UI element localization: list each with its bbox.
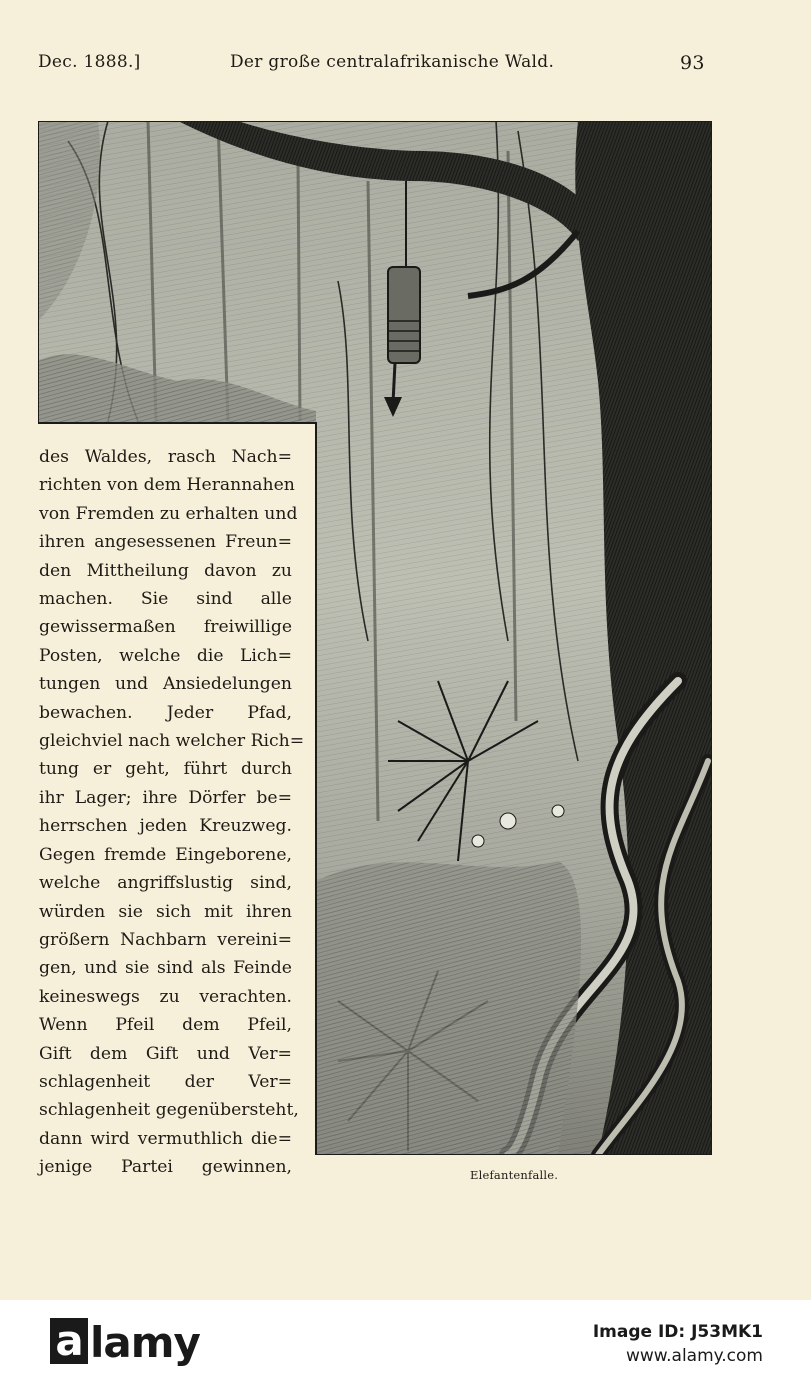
text-word: jenige xyxy=(39,1157,93,1178)
text-word: ihre xyxy=(142,787,178,808)
text-word: gewinnen, xyxy=(201,1157,292,1178)
text-word: er xyxy=(92,759,112,780)
text-word: keineswegs xyxy=(39,986,140,1007)
text-line xyxy=(39,954,292,982)
text-line xyxy=(39,1125,292,1153)
text-word: des xyxy=(39,447,69,467)
text-line xyxy=(39,898,292,926)
text-word: jeden xyxy=(139,816,188,837)
text-word: Waldes, xyxy=(84,447,153,467)
text-word: sind, xyxy=(250,873,292,894)
text-word: führt xyxy=(183,759,228,780)
text-word: fremde xyxy=(104,844,167,865)
text-word: Pfeil, xyxy=(247,1015,292,1036)
text-line xyxy=(39,812,292,840)
running-head-title: Der große centralafrikanische Wald. xyxy=(230,52,555,72)
text-word: sie xyxy=(124,958,150,979)
text-word: Eingeborene, xyxy=(175,844,292,865)
text-word: Nachbarn xyxy=(120,929,207,950)
text-word: und xyxy=(115,674,149,695)
text-word: gewissermaßen xyxy=(39,617,176,638)
text-word: Sie xyxy=(140,589,169,610)
text-word: sind xyxy=(157,958,194,979)
text-word: Gift xyxy=(145,1043,179,1064)
text-word: Freun= xyxy=(225,532,292,553)
text-word: machen. xyxy=(39,589,113,610)
text-line xyxy=(39,755,292,783)
text-line xyxy=(39,642,292,670)
text-word: angriffslustig xyxy=(117,873,234,894)
text-word: zu xyxy=(271,560,292,581)
watermark-url: www.alamy.com xyxy=(625,1346,763,1366)
text-word: Ansiedelungen xyxy=(162,674,292,695)
text-word: sie xyxy=(118,901,143,922)
text-word: dann xyxy=(39,1128,83,1149)
text-line xyxy=(39,1068,292,1096)
text-word: Ver= xyxy=(248,1043,292,1064)
text-word: rasch xyxy=(167,447,216,467)
text-word: Nach= xyxy=(231,447,292,467)
text-line xyxy=(39,500,298,528)
text-word: Pfeil xyxy=(115,1015,155,1036)
text-word: richten von dem Herannahen xyxy=(39,475,295,496)
text-word: angesessenen xyxy=(94,532,216,553)
text-word: wird xyxy=(90,1128,130,1149)
text-word: als xyxy=(200,958,226,979)
text-line xyxy=(39,613,292,641)
text-line xyxy=(39,841,292,869)
text-word: Wenn xyxy=(39,1015,88,1036)
text-line xyxy=(39,1040,292,1068)
text-word: dem xyxy=(182,1015,220,1036)
text-word: Ver= xyxy=(248,1071,292,1092)
text-word: ihr xyxy=(39,787,64,808)
text-word: Gift xyxy=(39,1043,72,1064)
text-word: der xyxy=(184,1071,214,1092)
figure-caption: Elefantenfalle. xyxy=(470,1168,559,1182)
text-word: gleichviel nach welcher Rich= xyxy=(39,731,305,752)
text-word: ihren xyxy=(39,532,86,553)
text-line xyxy=(39,784,292,812)
text-line xyxy=(39,926,292,954)
text-word: die= xyxy=(250,1128,292,1149)
text-line xyxy=(39,557,292,585)
text-word: vereini= xyxy=(217,929,292,950)
text-word: davon xyxy=(204,560,257,581)
image-id: Image ID: J53MK1 xyxy=(592,1322,763,1342)
text-word: Jeder xyxy=(166,702,214,723)
text-word: Lager; xyxy=(74,787,132,808)
text-word: mit xyxy=(204,901,233,922)
text-word: größern xyxy=(39,929,110,950)
text-word: Partei xyxy=(121,1157,173,1178)
text-word: tungen xyxy=(39,674,101,695)
text-word: Gegen xyxy=(39,844,96,865)
text-word: welche xyxy=(39,873,101,894)
body-text-column xyxy=(39,443,305,1182)
text-word: von Fremden zu erhalten und xyxy=(39,503,298,524)
text-word: Mittheilung xyxy=(86,560,189,581)
text-word: be= xyxy=(256,787,292,808)
alamy-logo-rest: lamy xyxy=(90,1318,200,1367)
text-word: zu xyxy=(159,986,180,1007)
text-word: sich xyxy=(156,901,192,922)
text-word: den xyxy=(39,560,72,581)
text-line xyxy=(39,528,292,556)
text-word: Pfad, xyxy=(247,702,292,723)
text-line xyxy=(39,1011,292,1039)
text-word: vermuthlich xyxy=(137,1128,243,1149)
text-word: die xyxy=(196,645,224,666)
text-word: Kreuzweg. xyxy=(199,816,292,837)
text-line xyxy=(39,699,292,727)
text-word: Lich= xyxy=(239,645,292,666)
text-word: verachten. xyxy=(199,986,292,1007)
text-word: Dörfer xyxy=(188,787,246,808)
text-word: Feinde xyxy=(233,958,292,979)
alamy-logo xyxy=(50,1318,200,1367)
text-word: alle xyxy=(260,589,292,610)
text-word: welche xyxy=(119,645,181,666)
page-number: 93 xyxy=(680,52,705,74)
text-word: würden xyxy=(39,901,106,922)
text-line xyxy=(39,727,305,755)
text-word: Posten, xyxy=(39,645,103,666)
text-line xyxy=(39,983,292,1011)
text-line xyxy=(39,1153,292,1181)
text-word: geht, xyxy=(125,759,170,780)
text-word: bewachen. xyxy=(39,702,133,723)
text-word: herrschen xyxy=(39,816,128,837)
text-word: tung xyxy=(39,759,80,780)
text-line xyxy=(39,471,295,499)
text-line xyxy=(39,1096,299,1124)
text-word: und xyxy=(84,958,118,979)
alamy-logo-a: a xyxy=(50,1318,88,1364)
running-head-date: Dec. 1888.] xyxy=(38,52,141,72)
text-word: gen, xyxy=(39,958,77,979)
text-word: schlagenheit gegenübersteht, xyxy=(39,1100,299,1121)
text-word: durch xyxy=(241,759,292,780)
text-word: ihren xyxy=(245,901,292,922)
text-word: und xyxy=(196,1043,230,1064)
text-line xyxy=(39,585,292,613)
text-line xyxy=(39,670,292,698)
text-word: sind xyxy=(196,589,233,610)
text-line xyxy=(39,443,292,471)
text-word: freiwillige xyxy=(203,617,292,638)
text-word: dem xyxy=(89,1043,128,1064)
text-line xyxy=(39,869,292,897)
text-word: schlagenheit xyxy=(39,1071,151,1092)
